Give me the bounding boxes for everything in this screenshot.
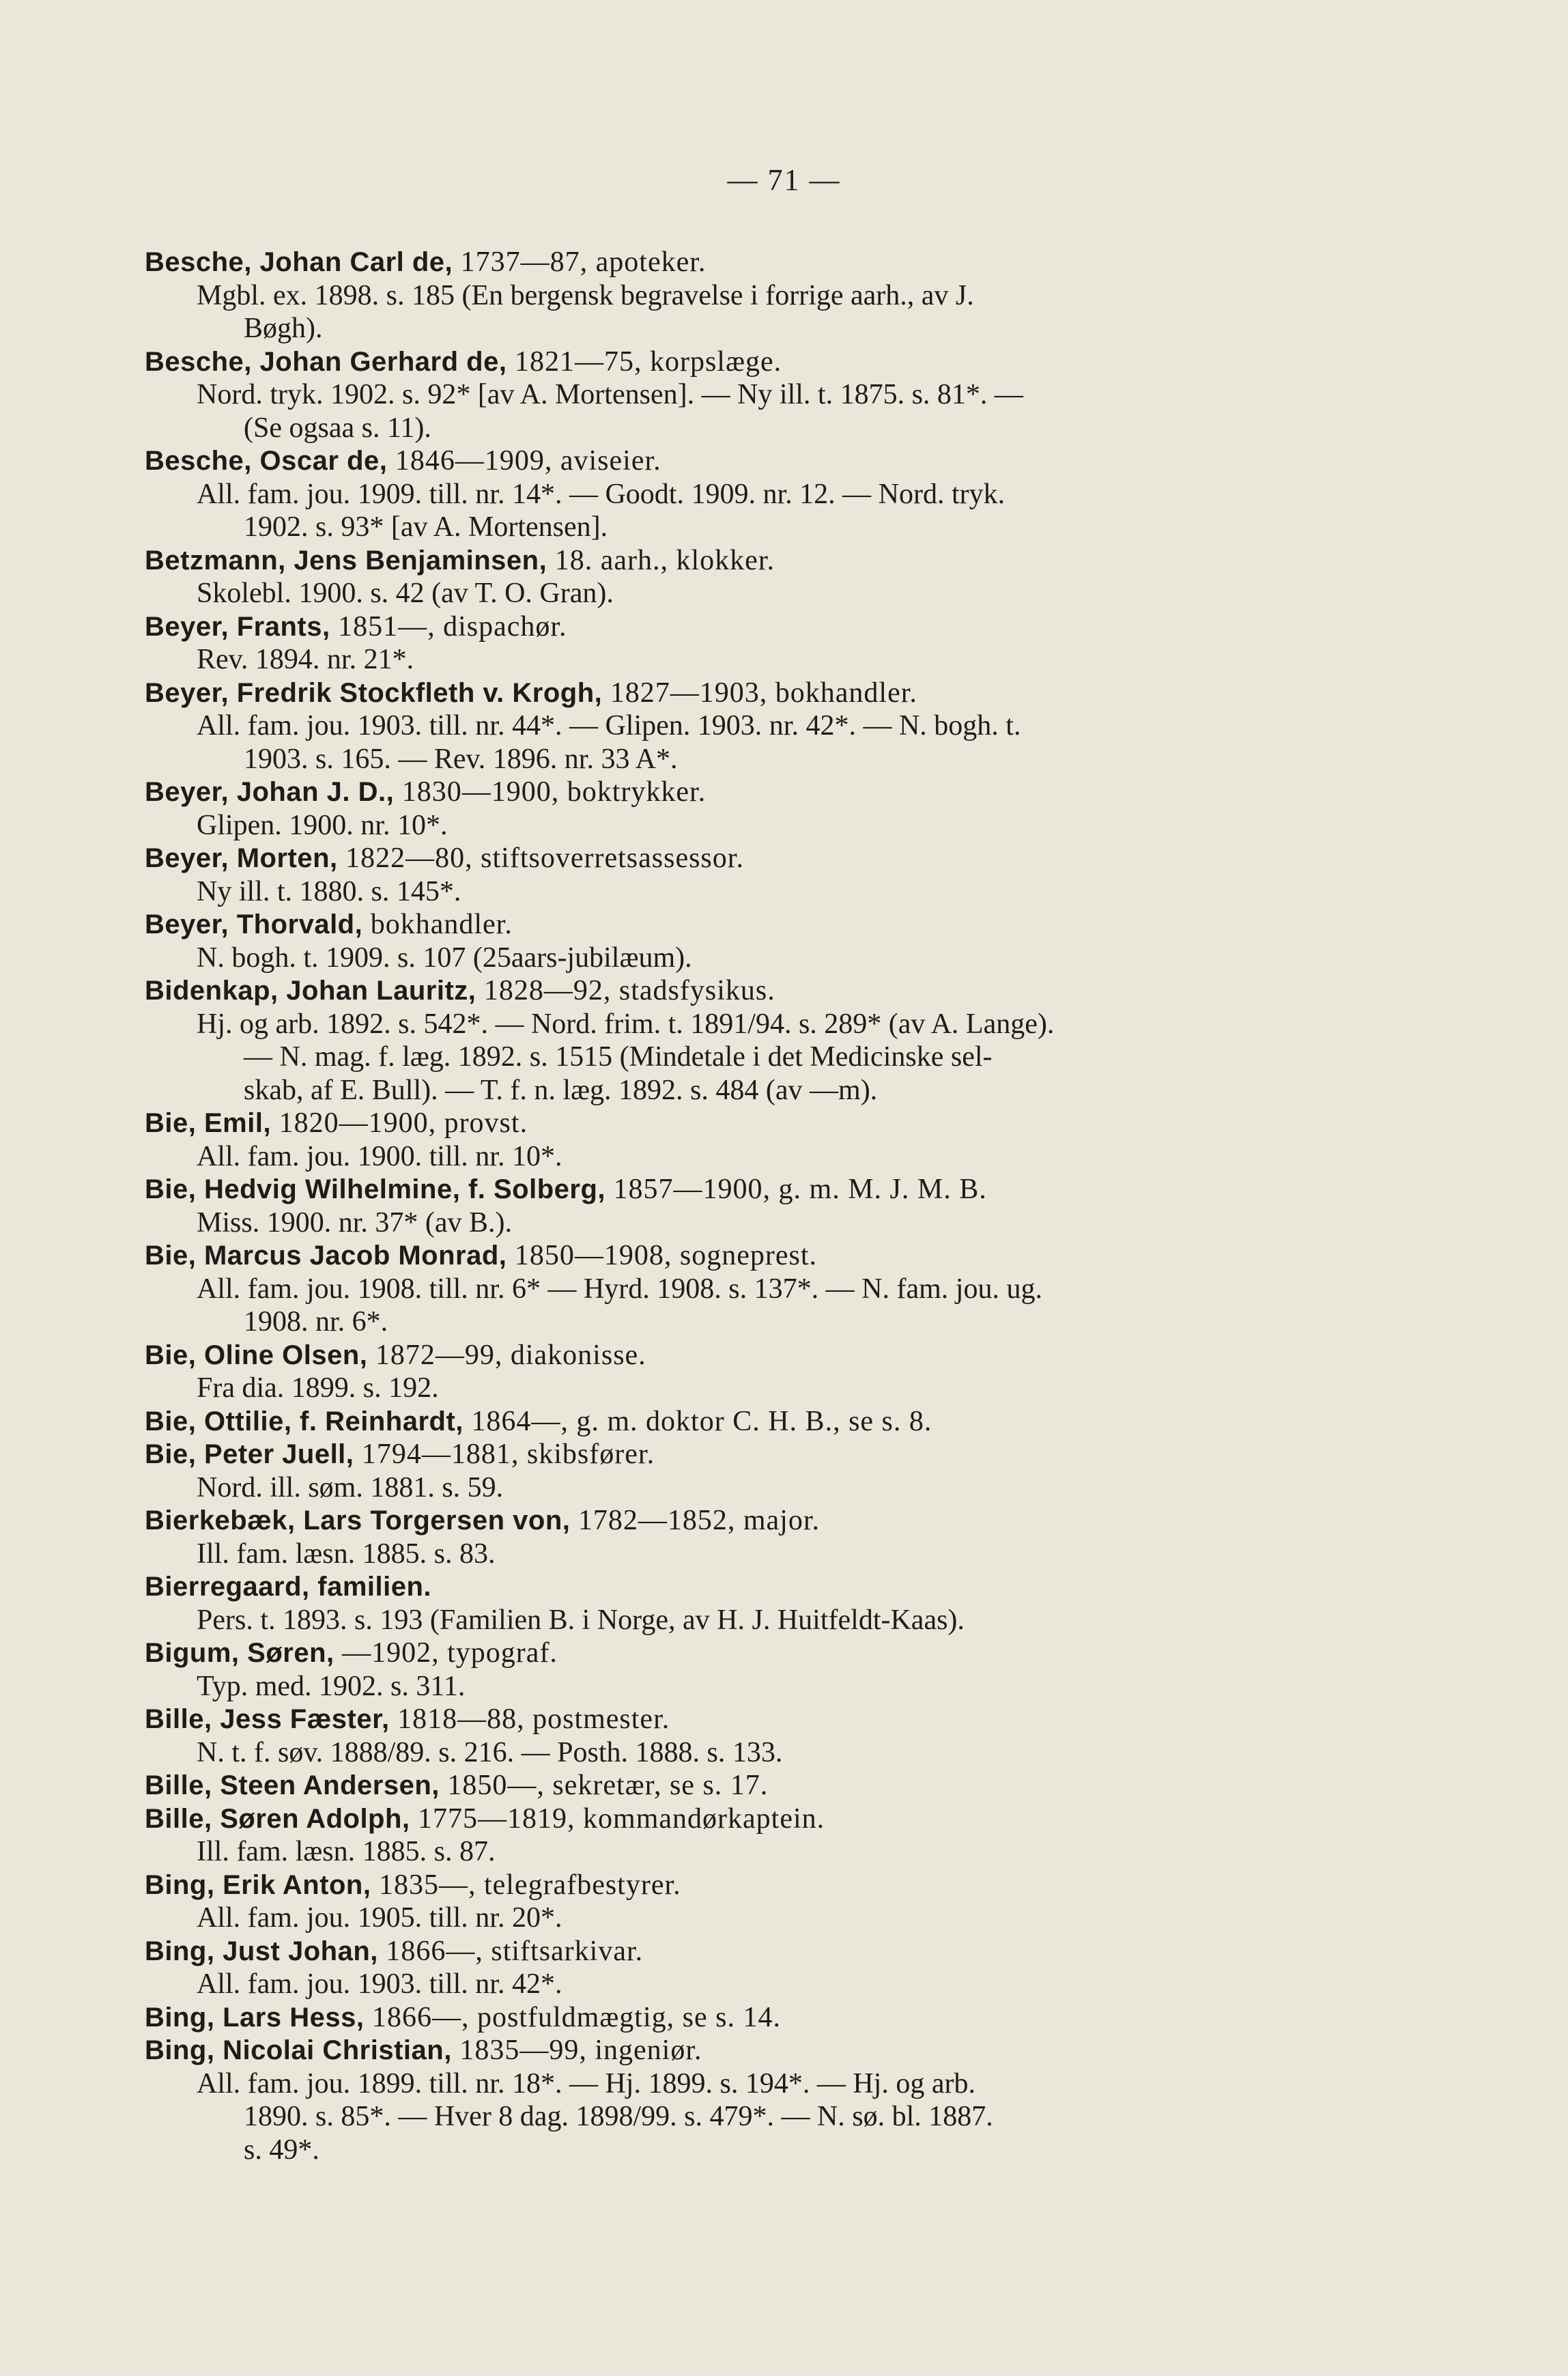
- entry-name: Beyer, Thorvald,: [145, 909, 363, 939]
- entry-description: bokhandler.: [362, 909, 513, 940]
- entry: [145, 974, 1319, 1107]
- entry: [145, 1504, 1319, 1570]
- entry-heading: [145, 1802, 1319, 1836]
- entry-name: Bing, Just Johan,: [145, 1936, 378, 1966]
- entry-name: Beyer, Johan J. D.,: [145, 777, 395, 807]
- entry-name: Bie, Hedvig Wilhelmine, f. Solberg,: [145, 1174, 606, 1204]
- entry-name: Bie, Oline Olsen,: [145, 1340, 368, 1370]
- entry-heading: [145, 544, 1319, 578]
- entry-reference: All. fam. jou. 1909. till. nr. 14*. — Goodt. 1909. nr. 12. — Nord. tryk.: [197, 478, 1006, 510]
- entry-description: 1794—1881, skibsfører.: [354, 1439, 655, 1470]
- entry-name: Besche, Johan Carl de,: [145, 247, 453, 277]
- entry-heading: [145, 677, 1319, 710]
- entry: [145, 776, 1319, 842]
- entry-heading: [145, 345, 1319, 379]
- entry-reference: Ill. fam. læsn. 1885. s. 87.: [197, 1836, 496, 1867]
- entry-description: 1835—, telegrafbestyrer.: [371, 1869, 681, 1901]
- entry-name: Beyer, Fredrik Stockfleth v. Krogh,: [145, 677, 603, 708]
- entry-heading: [145, 1504, 1319, 1538]
- entry: [145, 1339, 1319, 1405]
- entry-description: 1830—1900, boktrykker.: [394, 776, 707, 808]
- entry-reference: All. fam. jou. 1899. till. nr. 18*. — Hj. 1899. s. 194*. — Hj. og arb.: [197, 2067, 975, 2099]
- entry-reference: (Se ogsaa s. 11).: [244, 412, 431, 444]
- entry-name: Bille, Jess Fæster,: [145, 1704, 390, 1734]
- entry-reference: Mgbl. ex. 1898. s. 185 (En bergensk begravelse i forrige aarh., av J.: [197, 279, 974, 311]
- entry-description: 1846—1909, aviseier.: [387, 445, 661, 477]
- entry-heading: [145, 908, 1319, 942]
- entry: [145, 1869, 1319, 1935]
- entry-name: Bie, Emil,: [145, 1108, 272, 1138]
- entry-description: 1818—88, postmester.: [389, 1703, 670, 1735]
- entry-heading: [145, 974, 1319, 1008]
- entry-reference: All. fam. jou. 1903. till. nr. 44*. — Glipen. 1903. nr. 42*. — N. bogh. t.: [197, 710, 1021, 741]
- entry-reference: All. fam. jou. 1903. till. nr. 42*.: [197, 1968, 562, 2000]
- entry-description: 1822—80, stiftsoverretsassessor.: [337, 843, 744, 874]
- entry-reference: Nord. ill. søm. 1881. s. 59.: [197, 1471, 504, 1503]
- entry-description: 1821—75, korpslæge.: [507, 345, 782, 378]
- entry-reference: N. bogh. t. 1909. s. 107 (25aars-jubilæum).: [197, 942, 692, 974]
- entry-reference: Miss. 1900. nr. 37* (av B.).: [197, 1206, 512, 1239]
- entry-reference: Bøgh).: [244, 313, 323, 344]
- entry: [145, 544, 1319, 610]
- entry-heading: [145, 1570, 1319, 1604]
- entry-name: Bille, Søren Adolph,: [145, 1803, 410, 1834]
- entry: [145, 246, 1319, 345]
- entry: [145, 1405, 1319, 1439]
- entry-description: 1866—, postfuldmægtig, se s. 14.: [364, 2001, 781, 2033]
- entry-description: 1850—1908, sogneprest.: [507, 1240, 818, 1271]
- entry: [145, 444, 1319, 544]
- entry-description: 1775—1819, kommandørkaptein.: [410, 1802, 825, 1835]
- entry: [145, 1239, 1319, 1339]
- entry-reference: 1902. s. 93* [av A. Mortensen].: [244, 511, 608, 543]
- entry-heading: [145, 1173, 1319, 1206]
- entry-reference: 1908. nr. 6*.: [244, 1306, 388, 1338]
- entry-description: 1864—, g. m. doktor C. H. B., se s. 8.: [463, 1405, 932, 1437]
- entry: [145, 610, 1319, 677]
- entry-name: Beyer, Morten,: [145, 843, 338, 873]
- entry-reference: All. fam. jou. 1908. till. nr. 6* — Hyrd. 1908. s. 137*. — N. fam. jou. ug.: [197, 1273, 1042, 1305]
- entry: [145, 1438, 1319, 1504]
- entry-name: Bie, Peter Juell,: [145, 1439, 354, 1469]
- entry-heading: [145, 1438, 1319, 1471]
- entry: [145, 345, 1319, 445]
- entry-name: Besche, Johan Gerhard de,: [145, 346, 507, 377]
- entry-name: Beyer, Frants,: [145, 611, 330, 642]
- entry-name: Bing, Nicolai Christian,: [145, 2035, 452, 2065]
- entry-heading: [145, 1339, 1319, 1372]
- entry-heading: [145, 1405, 1319, 1439]
- entry-reference: skab, af E. Bull). — T. f. n. læg. 1892. s. 484 (av —m).: [244, 1074, 878, 1106]
- entry: [145, 908, 1319, 974]
- entry-heading: [145, 2001, 1319, 2035]
- entry-reference: Ny ill. t. 1880. s. 145*.: [197, 875, 461, 907]
- entry-reference: All. fam. jou. 1900. till. nr. 10*.: [197, 1140, 562, 1172]
- entry-description: 1866—, stiftsarkivar.: [377, 1935, 644, 1967]
- entry-heading: [145, 1869, 1319, 1902]
- entry-reference: Fra dia. 1899. s. 192.: [197, 1372, 439, 1404]
- page-number: — 71 —: [727, 163, 841, 197]
- entry-reference: Glipen. 1900. nr. 10*.: [197, 809, 448, 841]
- entry-heading: [145, 1239, 1319, 1273]
- entry-reference: N. t. f. søv. 1888/89. s. 216. — Posth. 1888. s. 133.: [197, 1736, 783, 1768]
- entry-reference: Rev. 1894. nr. 21*.: [197, 644, 414, 675]
- entry-name: Bidenkap, Johan Lauritz,: [145, 976, 476, 1006]
- entry-heading: [145, 776, 1319, 809]
- entry: [145, 1703, 1319, 1769]
- entry-description: 1850—, sekretær, se s. 17.: [439, 1770, 769, 1801]
- entry-heading: [145, 2034, 1319, 2067]
- entry-reference: Skolebl. 1900. s. 42 (av T. O. Gran).: [197, 578, 614, 609]
- entry: [145, 2034, 1319, 2166]
- entry-description: —1902, typograf.: [334, 1637, 558, 1669]
- entry-reference: Pers. t. 1893. s. 193 (Familien B. i Norge, av H. J. Huitfeldt-Kaas).: [197, 1604, 965, 1636]
- entry-list: [145, 246, 1319, 2166]
- entry-reference: All. fam. jou. 1905. till. nr. 20*.: [197, 1902, 562, 1934]
- entry-heading: [145, 1703, 1319, 1736]
- entry-name: Bille, Steen Andersen,: [145, 1770, 440, 1800]
- entry-name: Bie, Ottilie, f. Reinhardt,: [145, 1406, 464, 1437]
- entry: [145, 2001, 1319, 2035]
- entry: [145, 677, 1319, 776]
- entry: [145, 1107, 1319, 1173]
- entry-reference: s. 49*.: [244, 2134, 319, 2166]
- entry-description: 1782—1852, major.: [570, 1505, 821, 1536]
- entry: [145, 1802, 1319, 1869]
- entry-description: 18. aarh., klokker.: [547, 544, 775, 576]
- entry-heading: [145, 1107, 1319, 1140]
- entry-reference: — N. mag. f. læg. 1892. s. 1515 (Mindetale i det Medicinske sel-: [244, 1041, 993, 1073]
- entry-description: 1835—99, ingeniør.: [451, 2035, 702, 2066]
- entry-reference: Ill. fam. læsn. 1885. s. 83.: [197, 1538, 496, 1570]
- entry-reference: 1890. s. 85*. — Hver 8 dag. 1898/99. s. 479*. — N. sø. bl. 1887.: [244, 2101, 993, 2132]
- entry-description: 1851—, dispachør.: [330, 610, 567, 642]
- entry-description: 1857—1900, g. m. M. J. M. B.: [605, 1174, 987, 1205]
- entry-reference: Typ. med. 1902. s. 311.: [197, 1670, 466, 1702]
- entry: [145, 1769, 1319, 1802]
- entry-description: 1872—99, diakonisse.: [367, 1339, 646, 1371]
- entry-description: 1737—87, apoteker.: [453, 246, 707, 278]
- entry-reference: 1903. s. 165. — Rev. 1896. nr. 33 A*.: [244, 743, 678, 775]
- entry: [145, 1173, 1319, 1239]
- entry-name: Bigum, Søren,: [145, 1638, 334, 1668]
- entry-description: 1827—1903, bokhandler.: [602, 677, 917, 709]
- entry-name: Bie, Marcus Jacob Monrad,: [145, 1241, 507, 1271]
- entry-name: Bing, Erik Anton,: [145, 1869, 371, 1900]
- entry-reference: Nord. tryk. 1902. s. 92* [av A. Mortensen]. — Ny ill. t. 1875. s. 81*. —: [197, 379, 1023, 410]
- entry-description: 1820—1900, provst.: [271, 1107, 528, 1139]
- entry: [145, 1570, 1319, 1637]
- entry-name: Besche, Oscar de,: [145, 446, 388, 476]
- entry: [145, 1935, 1319, 2001]
- entry-name: Betzmann, Jens Benjaminsen,: [145, 545, 547, 576]
- entry: [145, 842, 1319, 908]
- entry-name: Bierregaard, familien.: [145, 1572, 432, 1602]
- entry-description: 1828—92, stadsfysikus.: [476, 975, 775, 1006]
- entry-heading: [145, 1935, 1319, 1968]
- entry-heading: [145, 610, 1319, 644]
- entry-heading: [145, 444, 1319, 478]
- entry-heading: [145, 246, 1319, 279]
- entry-name: Bierkebæk, Lars Torgersen von,: [145, 1505, 571, 1536]
- entry-heading: [145, 1769, 1319, 1802]
- entry-reference: Hj. og arb. 1892. s. 542*. — Nord. frim. t. 1891/94. s. 289* (av A. Lange).: [197, 1008, 1055, 1040]
- entry-heading: [145, 842, 1319, 875]
- entry: [145, 1637, 1319, 1703]
- entry-name: Bing, Lars Hess,: [145, 2002, 365, 2033]
- entry-heading: [145, 1637, 1319, 1670]
